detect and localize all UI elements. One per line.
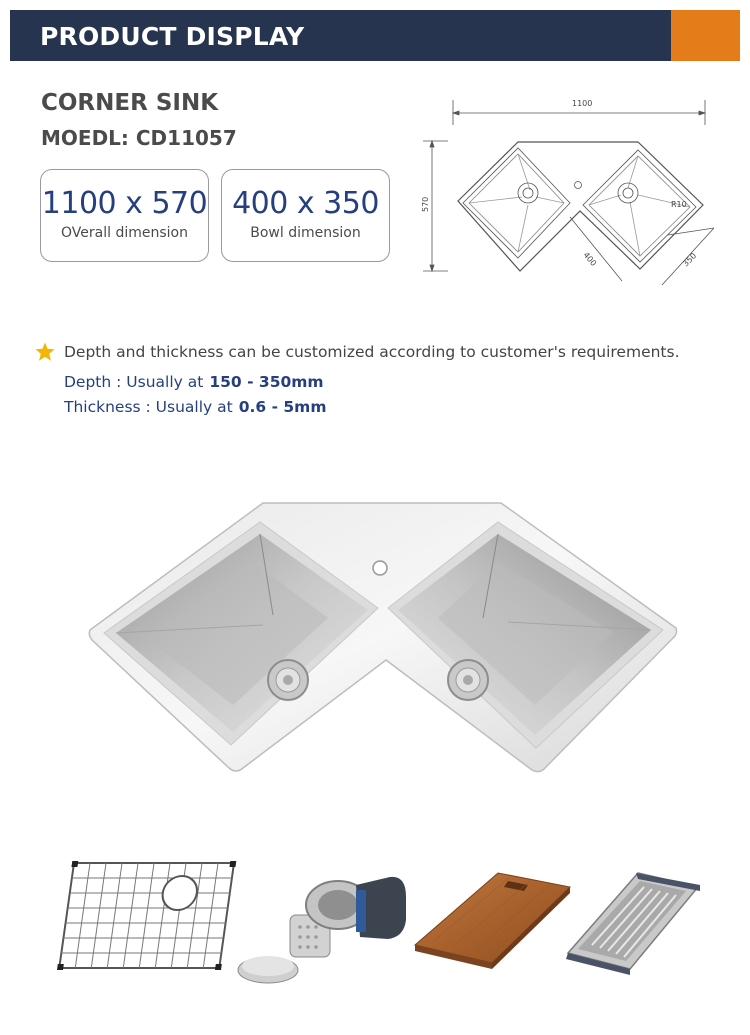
page-title: PRODUCT DISPLAY bbox=[40, 22, 305, 51]
overall-dimension-card bbox=[40, 169, 209, 262]
drawing-width-label: 1100 bbox=[572, 99, 593, 108]
drawing-height-label: 570 bbox=[421, 196, 430, 212]
thickness-label: Thickness : Usually at bbox=[64, 398, 233, 416]
corner-sink-photo bbox=[88, 500, 678, 775]
drawing-bowl-length-label: 400 bbox=[581, 250, 599, 268]
thickness-value: 0.6 - 5mm bbox=[238, 398, 327, 416]
product-model: MOEDL: CD11057 bbox=[41, 126, 237, 150]
customization-note: Depth and thickness can be customized according to customer's requirements. bbox=[64, 343, 680, 361]
drawing-radius-label: R10 bbox=[671, 200, 687, 209]
header-bar bbox=[10, 10, 740, 61]
colander-image bbox=[558, 845, 708, 995]
depth-value: 150 - 350mm bbox=[209, 373, 324, 391]
depth-label: Depth : Usually at bbox=[64, 373, 204, 391]
header-accent-block bbox=[671, 10, 740, 61]
sink-grid-image bbox=[46, 845, 238, 995]
drawing-bowl-width-label: 350 bbox=[681, 251, 699, 269]
overall-dimension-label: OVerall dimension bbox=[61, 225, 188, 241]
basket-strainer-image bbox=[228, 845, 413, 995]
technical-drawing bbox=[418, 95, 730, 295]
cutting-board-image bbox=[410, 845, 575, 995]
bowl-dimension-label: Bowl dimension bbox=[250, 225, 361, 241]
bowl-dimension-card bbox=[221, 169, 390, 262]
bowl-dimension-value: 400 x 350 bbox=[232, 186, 379, 221]
depth-spec bbox=[64, 373, 324, 391]
star-icon bbox=[34, 341, 56, 363]
thickness-spec bbox=[64, 398, 327, 416]
product-name: CORNER SINK bbox=[41, 90, 219, 116]
overall-dimension-value: 1100 x 570 bbox=[41, 186, 208, 221]
